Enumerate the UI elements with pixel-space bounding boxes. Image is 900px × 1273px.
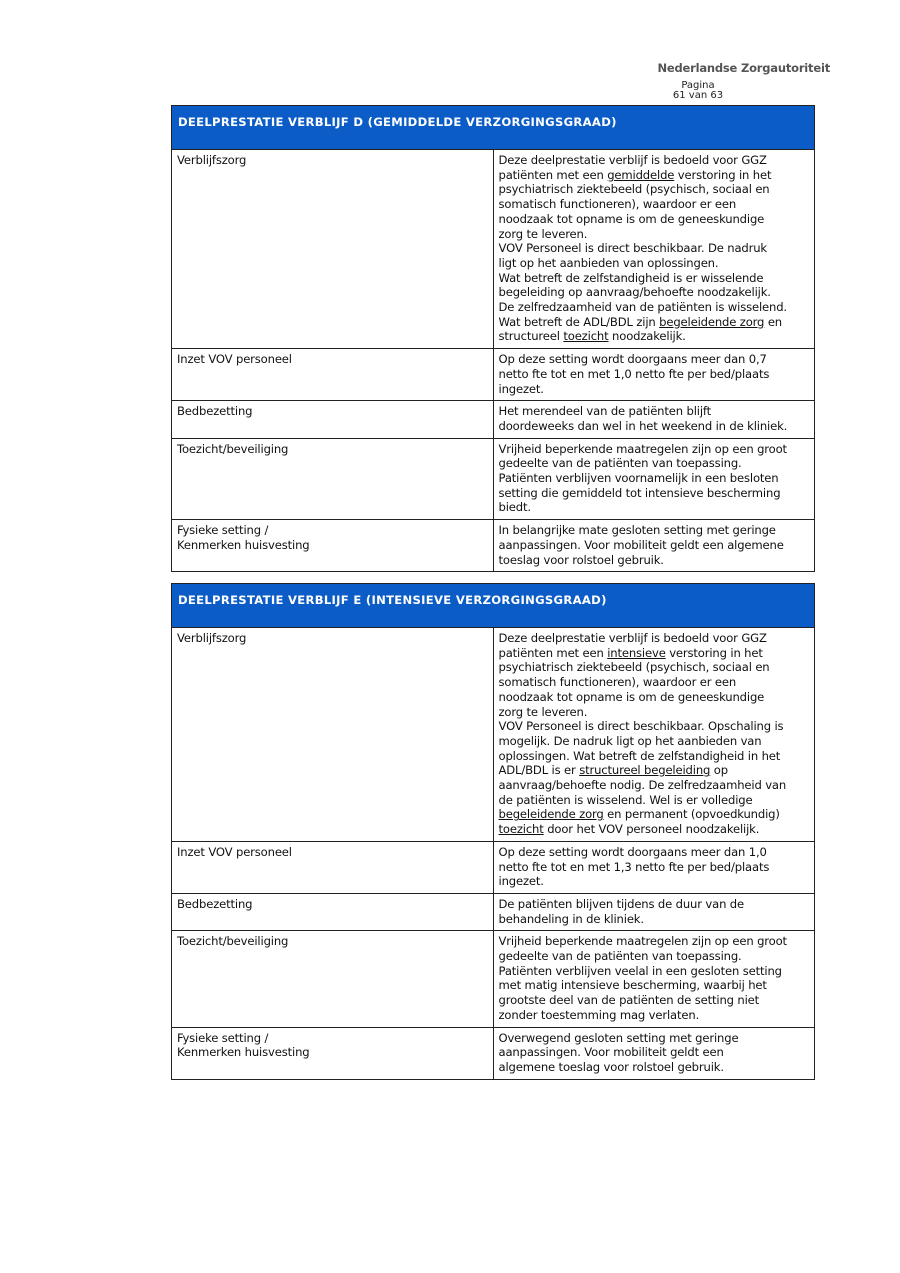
text-line: aanpassingen. Voor mobiliteit geldt een: [498, 1045, 724, 1060]
text-segment: patiënten met een: [498, 645, 608, 660]
text-line: Bedbezetting: [177, 896, 253, 911]
underlined-term: intensieve: [607, 645, 666, 660]
text-line: Vrijheid beperkende maatregelen zijn op een groot: [498, 441, 787, 456]
text-line: Wat betreft de zelfstandigheid is er wisselende: [498, 270, 764, 285]
text-line: zonder toestemming mag verlaten.: [498, 1007, 700, 1022]
row-value: [493, 893, 815, 930]
text-line: [499, 763, 810, 778]
text-line: Toezicht/beveiliging: [177, 441, 289, 456]
text-line: VOV Personeel is direct beschikbaar. Opschaling is: [498, 719, 784, 734]
underlined-term: toezicht: [563, 329, 609, 344]
text-line: Kenmerken huisvesting: [177, 537, 310, 552]
underlined-term: structureel begeleiding: [579, 763, 711, 778]
text-line: Inzet VOV personeel: [177, 352, 292, 367]
underlined-term: begeleidende zorg: [498, 807, 604, 822]
text-line: ingezet.: [498, 874, 544, 889]
text-line: Het merendeel van de patiënten blijft: [498, 404, 712, 419]
text-line: behandeling in de kliniek.: [498, 911, 644, 926]
table-verblijf-e: [171, 583, 815, 1080]
text-line: Op deze setting wordt doorgaans meer dan 0,7: [498, 352, 767, 367]
text-segment: en permanent (opvoedkundig): [603, 807, 780, 822]
table-row: [172, 628, 815, 842]
row-label: [172, 931, 494, 1027]
text-segment: structureel: [498, 329, 564, 344]
row-value: [493, 1027, 815, 1079]
text-line: Op deze setting wordt doorgaans meer dan 1,0: [498, 844, 767, 859]
page-count: 61 van 63: [672, 90, 724, 101]
text-segment: en: [764, 314, 782, 329]
text-line: de patiënten is wisselend. Wel is er volledige: [498, 792, 753, 807]
row-value: [493, 841, 815, 893]
text-line: Inzet VOV personeel: [177, 844, 292, 859]
row-label: [172, 893, 494, 930]
table-row: [172, 349, 815, 401]
text-line: grootste deel van de patiënten de setting niet: [498, 993, 760, 1008]
row-label: [172, 1027, 494, 1079]
text-line: begeleiding op aanvraag/behoefte noodzakelijk.: [498, 285, 771, 300]
row-label: [172, 520, 494, 572]
text-line: noodzaak tot opname is om de geneeskundige: [498, 689, 765, 704]
text-line: algemene toeslag voor rolstoel gebruik.: [498, 1059, 724, 1074]
text-line: psychiatrisch ziektebeeld (psychisch, sociaal en: [498, 660, 770, 675]
row-label: [172, 401, 494, 438]
text-line: psychiatrisch ziektebeeld (psychisch, sociaal en: [498, 182, 770, 197]
text-line: Verblijfszorg: [177, 631, 247, 645]
text-line: [499, 822, 810, 837]
table-row: [172, 520, 815, 572]
text-line: Fysieke setting /: [177, 1030, 269, 1045]
table-row: [172, 438, 815, 520]
text-line: Deze deelprestatie verblijf is bedoeld voor GGZ: [498, 153, 767, 167]
row-value: [493, 520, 815, 572]
underlined-term: toezicht: [498, 822, 544, 837]
text-line: toeslag voor rolstoel gebruik.: [498, 552, 664, 567]
text-segment: Wat betreft de ADL/BDL zijn: [498, 314, 660, 329]
row-label: [172, 438, 494, 520]
text-line: zorg te leveren.: [498, 226, 588, 241]
text-line: netto fte tot en met 1,0 netto fte per bed/plaats: [498, 366, 770, 381]
row-value: [493, 401, 815, 438]
text-line: Verblijfszorg: [177, 153, 247, 167]
table-row: [172, 931, 815, 1027]
table-row: [172, 841, 815, 893]
text-line: [499, 646, 810, 661]
table-row: [172, 401, 815, 438]
table-row: [172, 150, 815, 349]
text-line: noodzaak tot opname is om de geneeskundige: [498, 211, 765, 226]
table-row: [172, 1027, 815, 1079]
text-line: mogelijk. De nadruk ligt op het aanbieden van: [498, 733, 762, 748]
row-value: [493, 628, 815, 842]
text-line: gedeelte van de patiënten van toepassing.: [498, 949, 742, 964]
text-line: De patiënten blijven tijdens de duur van de: [498, 896, 744, 911]
text-line: Patiënten verblijven voornamelijk in een besloten: [498, 471, 779, 486]
text-line: somatisch functioneren), waardoor er een: [498, 197, 737, 212]
text-line: [499, 315, 810, 330]
text-line: oplossingen. Wat betreft de zelfstandigheid in het: [498, 748, 781, 763]
text-line: gedeelte van de patiënten van toepassing.: [498, 456, 742, 471]
organization-name: Nederlandse Zorgautoriteit: [657, 61, 830, 75]
underlined-term: gemiddelde: [607, 167, 675, 182]
text-line: [499, 329, 810, 344]
table-title: DEELPRESTATIE VERBLIJF D (GEMIDDELDE VERZORGINGSGRAAD): [172, 106, 815, 150]
text-line: [499, 807, 810, 822]
row-label: [172, 628, 494, 842]
table-title: DEELPRESTATIE VERBLIJF E (INTENSIEVE VERZORGINGSGRAAD): [172, 584, 815, 628]
row-value: [493, 438, 815, 520]
page-number: [672, 81, 724, 101]
text-line: VOV Personeel is direct beschikbaar. De nadruk: [498, 241, 767, 256]
text-line: Patiënten verblijven veelal in een gesloten setting: [498, 963, 782, 978]
text-line: Deze deelprestatie verblijf is bedoeld voor GGZ: [498, 631, 767, 645]
row-label: [172, 150, 494, 349]
table-verblijf-d: [171, 105, 815, 572]
text-segment: ADL/BDL is er: [498, 763, 580, 778]
text-line: Bedbezetting: [177, 404, 253, 419]
text-line: ingezet.: [498, 381, 544, 396]
text-line: Kenmerken huisvesting: [177, 1045, 310, 1060]
text-line: [499, 168, 810, 183]
text-line: Fysieke setting /: [177, 523, 269, 538]
text-line: Toezicht/beveiliging: [177, 934, 289, 949]
text-line: aanvraag/behoefte nodig. De zelfredzaamheid van: [498, 778, 787, 793]
text-line: Overwegend gesloten setting met geringe: [498, 1030, 739, 1045]
text-line: met matig intensieve bescherming, waarbij het: [498, 978, 767, 993]
text-segment: noodzakelijk.: [608, 329, 686, 344]
text-line: biedt.: [498, 500, 531, 515]
text-segment: verstoring in het: [674, 167, 772, 182]
row-value: [493, 931, 815, 1027]
row-value: [493, 150, 815, 349]
text-line: In belangrijke mate gesloten setting met geringe: [498, 523, 776, 538]
text-line: setting die gemiddeld tot intensieve bescherming: [498, 485, 781, 500]
underlined-term: begeleidende zorg: [659, 314, 765, 329]
text-segment: op: [710, 763, 728, 778]
row-label: [172, 349, 494, 401]
text-line: doordeweeks dan wel in het weekend in de kliniek.: [498, 418, 788, 433]
text-line: netto fte tot en met 1,3 netto fte per bed/plaats: [498, 859, 770, 874]
row-value: [493, 349, 815, 401]
text-line: ligt op het aanbieden van oplossingen.: [498, 255, 719, 270]
text-segment: door het VOV personeel noodzakelijk.: [543, 822, 760, 837]
text-line: Vrijheid beperkende maatregelen zijn op een groot: [498, 934, 787, 949]
text-segment: patiënten met een: [498, 167, 608, 182]
text-line: zorg te leveren.: [498, 704, 588, 719]
text-segment: verstoring in het: [665, 645, 763, 660]
text-line: aanpassingen. Voor mobiliteit geldt een algemene: [498, 537, 784, 552]
text-line: De zelfredzaamheid van de patiënten is wisselend.: [498, 300, 787, 315]
row-label: [172, 841, 494, 893]
text-line: somatisch functioneren), waardoor er een: [498, 675, 737, 690]
table-row: [172, 893, 815, 930]
page-label: Pagina: [681, 80, 715, 91]
